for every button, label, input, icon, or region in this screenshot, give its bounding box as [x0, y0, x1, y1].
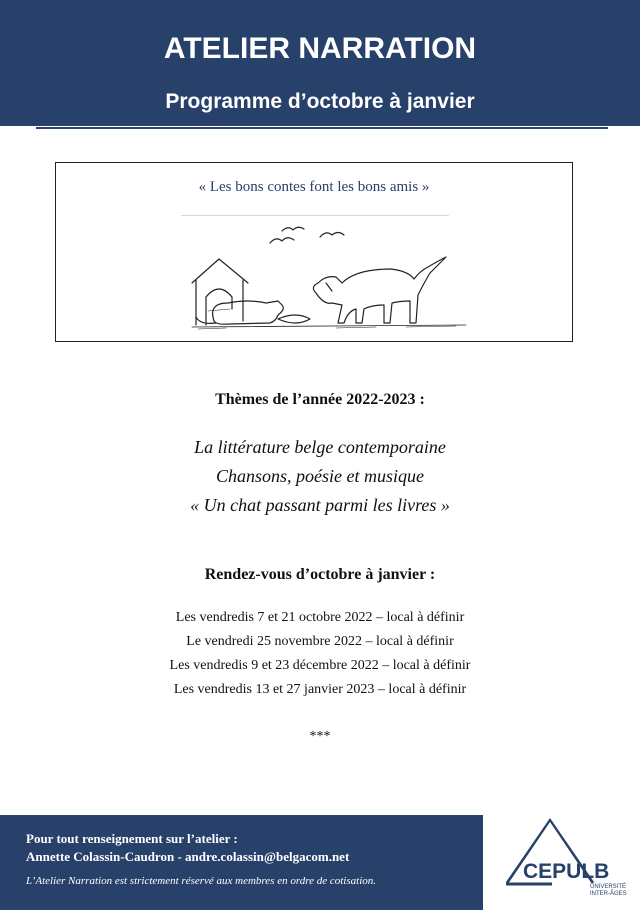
cat-dog-illustration [186, 213, 486, 338]
bowl-icon [278, 315, 310, 323]
membership-note: L’Atelier Narration est strictement réservé aux membres en ordre de cotisation. [26, 875, 377, 887]
theme-item: La littérature belge contemporaine [194, 437, 446, 457]
theme-item: Chansons, poésie et musique [216, 466, 424, 486]
bird-icon [270, 238, 294, 243]
dates-list [0, 606, 640, 702]
date-item: Le vendredi 25 novembre 2022 – local à définir [186, 634, 454, 649]
theme-item: « Un chat passant parmi les livres » [190, 495, 450, 515]
contact-email: Annette Colassin-Caudron - andre.colassin@belgacom.net [26, 849, 350, 864]
themes-list [0, 433, 640, 520]
cat-icon [213, 301, 284, 324]
page-title: ATELIER NARRATION [163, 32, 477, 65]
date-item: Les vendredis 9 et 23 décembre 2022 – local à définir [169, 658, 471, 673]
proverb-quote: « Les bons contes font les bons amis » [198, 179, 430, 195]
footer-panel [0, 815, 483, 910]
logo-name: CEPULB [523, 860, 610, 883]
themes-heading: Thèmes de l’année 2022-2023 : [215, 391, 425, 408]
date-item: Les vendredis 7 et 21 octobre 2022 – local à définir [175, 610, 465, 625]
contact-heading: Pour tout renseignement sur l’atelier : [26, 831, 238, 846]
date-item: Les vendredis 13 et 27 janvier 2023 – local à définir [173, 682, 467, 697]
logo-tagline: INTER-ÂGES [590, 891, 627, 897]
doghouse-icon [192, 259, 248, 325]
bird-icon [282, 227, 304, 231]
header-banner [0, 0, 640, 126]
section-separator: *** [309, 729, 331, 744]
page-subtitle: Programme d’octobre à janvier [165, 90, 475, 113]
illustration-frame [55, 162, 573, 342]
dog-icon [313, 257, 446, 323]
header-divider [36, 127, 608, 129]
logo-tagline: UNIVERSITÉ [590, 884, 627, 890]
rendezvous-heading: Rendez-vous d’octobre à janvier : [204, 566, 436, 583]
cepulb-logo [500, 812, 630, 904]
bird-icon [320, 233, 344, 238]
